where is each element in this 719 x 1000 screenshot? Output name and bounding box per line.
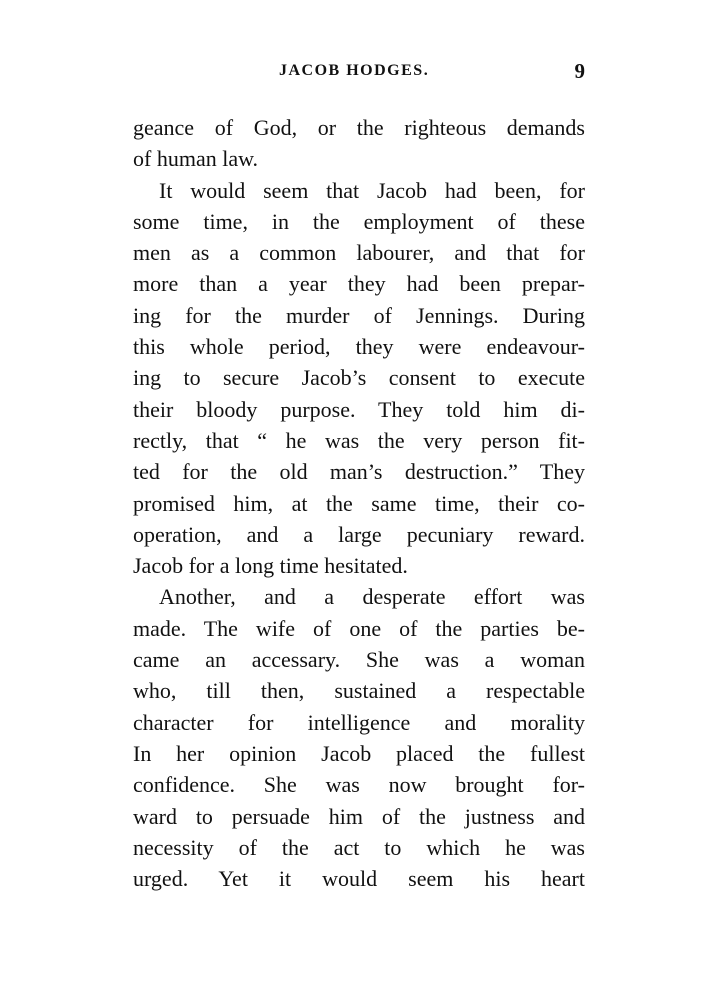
text-line: confidence. She was now brought for- (133, 772, 585, 798)
text-line: their bloody purpose. They told him di- (133, 396, 585, 422)
text-line: promised him, at the same time, their co- (133, 490, 585, 516)
text-line: urged. Yet it would seem his heart (133, 866, 585, 892)
text-line: some time, in the employment of these (133, 208, 585, 234)
text-line: It would seem that Jacob had been, for (159, 177, 585, 203)
text-line: ted for the old man’s destruction.” They (133, 459, 585, 485)
text-line: came an accessary. She was a woman (133, 647, 585, 673)
text-line: geance of God, or the righteous demands (133, 115, 585, 140)
text-line: made. The wife of one of the parties be- (133, 615, 585, 641)
text-line: necessity of the act to which he was (133, 834, 585, 860)
text-line: Another, and a desperate effort was (159, 584, 585, 610)
page-number: 9 (574, 59, 585, 83)
text-line: more than a year they had been prepar- (133, 271, 585, 297)
text-line: In her opinion Jacob placed the fullest (133, 740, 585, 766)
running-title: JACOB HODGES. (279, 62, 430, 79)
text-line: this whole period, they were endeavour- (133, 334, 585, 360)
text-line: of human law. (133, 146, 259, 172)
text-line: men as a common labourer, and that for (133, 240, 585, 266)
text-line: ward to persuade him of the justness and (133, 803, 585, 829)
text-line: rectly, that “ he was the very person fit- (133, 427, 585, 453)
text-line: Jacob for a long time hesitated. (133, 553, 408, 579)
text-line: character for intelligence and morality (133, 709, 585, 735)
running-head (133, 59, 585, 90)
text-line: who, till then, sustained a respectable (133, 678, 585, 704)
text-line: ing for the murder of Jennings. During (133, 302, 585, 328)
body-text (133, 112, 585, 894)
text-line: operation, and a large pecuniary reward. (133, 521, 585, 547)
text-line: ing to secure Jacob’s consent to execute (133, 365, 585, 391)
